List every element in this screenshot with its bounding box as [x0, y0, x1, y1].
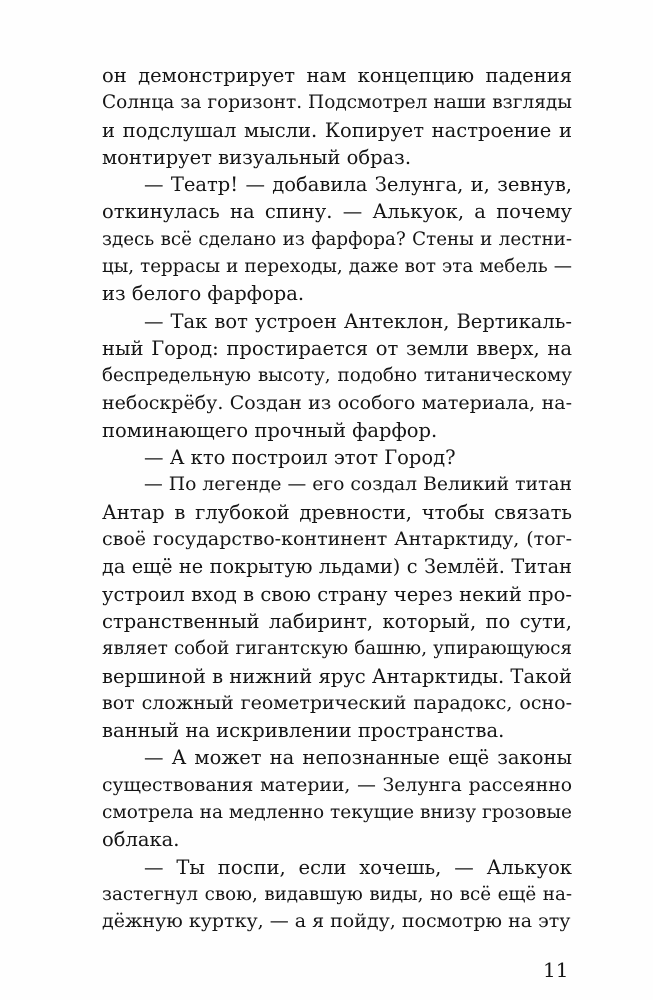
text-line: ванный на искривлении пространства.	[102, 719, 505, 743]
text-line: — А кто построил этот Город?	[144, 446, 456, 470]
text-line: монтирует визуальный образ.	[102, 145, 412, 169]
text-line: застегнул свою, видавшую виды, но всё ещё на-	[102, 883, 572, 905]
text-line: вот сложный геометрический парадокс, осно-	[102, 691, 572, 714]
text-line: цы, террасы и переходы, даже вот эта мебель —	[102, 256, 572, 278]
text-line: дёжную куртку, — а я пойду, посмотрю на эту	[102, 910, 571, 933]
text-line: да ещё не покрытую льдами) с Землёй. Титан	[102, 555, 572, 579]
text-line: из белого фарфора.	[102, 282, 305, 306]
text-line: странственный лабиринт, который, по сути,	[102, 609, 572, 633]
text-line: — Театр! — добавила Зелунга, и, зевнув,	[144, 173, 572, 197]
text-line: устроил вход в свою страну через некий про-	[102, 582, 572, 606]
text-line: и подслушал мысли. Копирует настроение и	[102, 118, 572, 142]
text-line: ный Город: простирается от земли вверх, на	[102, 336, 572, 360]
text-line: здесь всё сделано из фарфора? Стены и лестни-	[102, 228, 572, 250]
page-number: 11	[543, 958, 569, 982]
text-line: — Так вот устроен Антеклон, Вертикаль-	[144, 309, 572, 333]
text-line: вершиной в нижний ярус Антарктиды. Такой	[102, 664, 572, 688]
text-line: своё государство-континент Антарктиду, (тог-	[102, 528, 572, 551]
text-line: беспредельную высоту, подобно титаническому	[102, 365, 572, 387]
text-line: — А может на непознанные ещё законы	[144, 746, 572, 770]
text-line: небоскрёбу. Создан из особого материала, на-	[102, 391, 572, 414]
text-line: — Ты поспи, если хочешь, — Алькуок	[144, 855, 572, 879]
text-line: облака.	[102, 828, 180, 852]
text-line: существования материи, — Зелунга рассеянно	[102, 774, 572, 796]
text-line: — По легенде — его создал Великий титан	[144, 474, 572, 496]
text-line: он демонстрирует нам концепцию падения	[102, 64, 572, 87]
text-line: являет собой гигантскую башню, упирающуюся	[102, 638, 572, 660]
text-line: Антар в глубокой древности, чтобы связать	[102, 500, 572, 524]
text-line: поминающего прочный фарфор.	[102, 418, 438, 442]
body-text	[102, 62, 572, 936]
text-line: смотрела на медленно текущие внизу грозовые	[102, 802, 572, 824]
text-line: Солнца за горизонт. Подсмотрел наши взгляды	[102, 92, 572, 114]
text-line: откинулась на спину. — Алькуок, а почему	[102, 200, 572, 224]
